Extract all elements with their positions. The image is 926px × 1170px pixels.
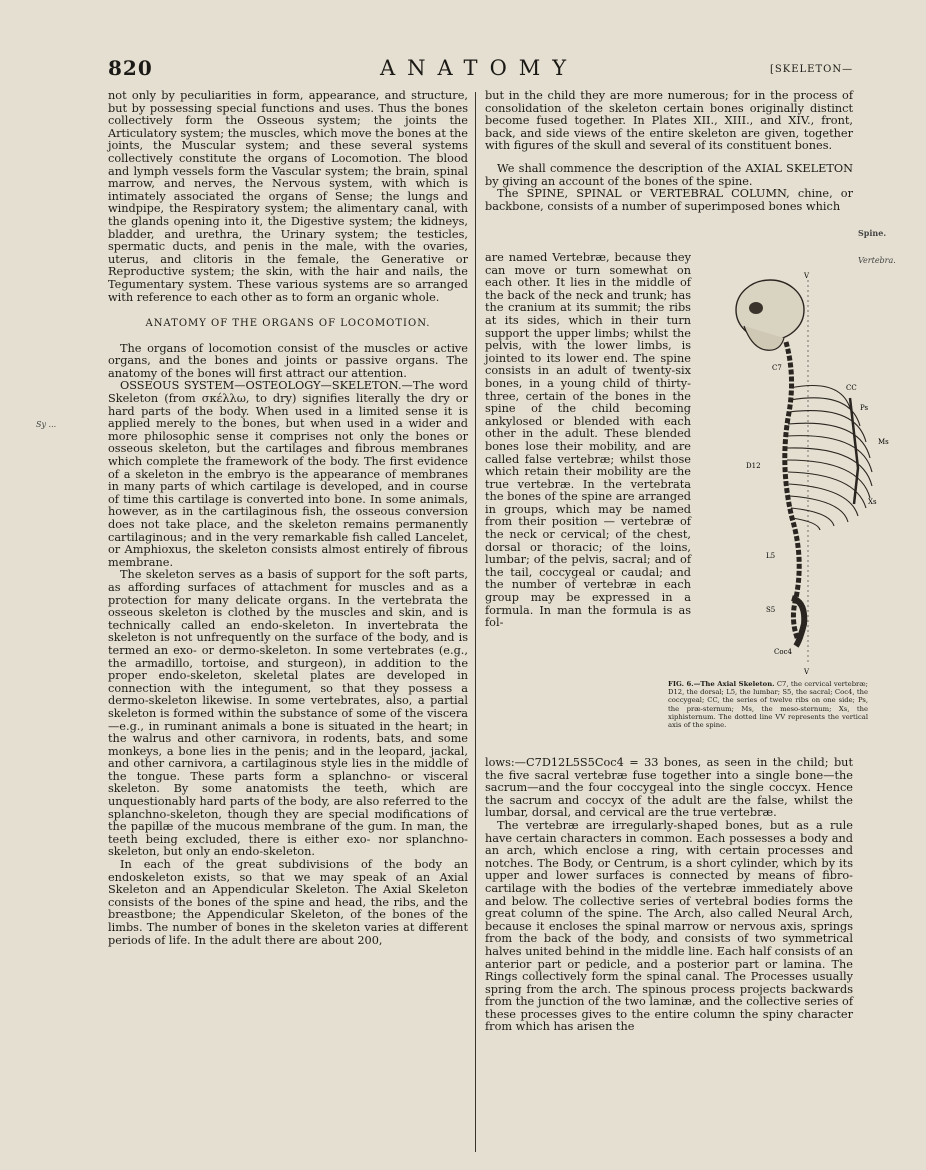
paragraph: The SPINE, SPINAL or VERTEBRAL COLUMN, chine, or backbone, consists of a number of superimposed bones which <box>485 187 853 213</box>
label-l5: L5 <box>766 552 776 560</box>
paragraph: lows:—C7D12L5S5Coc4 = 33 bones, as seen in the child; but the five sacral vertebræ fuse together into a single bone—the sacrum—and the four coccygeal into the single coccyx. Hence the sacrum and coccyx of the adult are the false, whilst the lumbar, dorsal, and cervical are the true vertebræ. <box>485 756 853 820</box>
right-column-bottom <box>485 757 853 1034</box>
label-ms: Ms <box>878 438 889 446</box>
axial-skeleton-figure <box>700 268 900 678</box>
right-column-narrow <box>485 252 691 630</box>
right-column-top <box>485 90 853 213</box>
paragraph: We shall commence the description of the AXIAL SKELETON by giving an account of the bones of the spine. <box>485 161 853 188</box>
section-heading: ANATOMY OF THE ORGANS OF LOCOMOTION. <box>145 318 431 330</box>
running-title: ANATOMY <box>380 56 579 80</box>
paragraph: In each of the great subdivisions of the body an endoskeleton exists, so that we may speak of an Axial Skeleton and an Appendicular Skeleton. The Axial Skeleton consists of the bones of the spine and head, the ribs, and the breastbone; the Appendicular Skeleton, of the bones of the limbs. The number of bones in the skeleton varies at different periods of life. In the adult there are about 200, <box>108 858 468 947</box>
caption-title: FIG. 6.—The Axial Skeleton. <box>668 680 775 688</box>
left-margin-note: Sy ... <box>36 420 57 429</box>
margin-note-vertebrae: Vertebra. <box>858 256 896 265</box>
page-number: 820 <box>108 56 153 80</box>
caption-body: C7, the cervical vertebræ; D12, the dorsal; L5, the lumbar; S5, the sacral; Coc4, the coccygeal; CC, the series of twelve ribs on one side; Ps, the præ-sternum; Ms, the meso-sternum; Xs, the xiphisternum. The dotted line VV represents the vertical axis of the spine. <box>668 680 868 730</box>
label-ps: Ps <box>860 404 869 412</box>
section-tag: [SKELETON— <box>770 64 854 75</box>
paragraph: The vertebræ are irregularly-shaped bones, but as a rule have certain characters in common. Each possesses a body and an arch, which enclose a ring, with certain processes and notches. The Body, or Centrum, is a short cylinder, which by its upper and lower surfaces is connected by means of fibro-cartilage with the bodies of the vertebræ immediately above and below. The collective series of vertebral bodies forms the great column of the spine. The Arch, also called Neural Arch, because it encloses the spinal marrow or nervous axis, springs from the back of the body, and consists of two symmetrical halves united behind in the middle line. Each half consists of an anterior part or pedicle, and a posterior part or lamina. The Rings collectively form the spinal canal. The Processes usually spring from the arch. The spinous process projects backwards from the junction of the two laminæ, and the collective series of these processes gives to the entire column the spiny character from which has arisen the <box>485 818 853 1034</box>
label-c7: C7 <box>772 364 782 372</box>
figure-caption <box>668 680 868 729</box>
label-v-bottom: V <box>804 668 810 676</box>
paragraph: The skeleton serves as a basis of support for the soft parts, as affording surfaces of attachment for muscles and as a protection for many delicate organs. In the vertebrata the osseous skeleton is clothed by the muscles and skin, and is technically called an endo-skeleton. In invertebrata the skeleton is not unfrequently on the surface of the body, and is termed an exo- or dermo-skeleton. In some vertebrates (e.g., the armadillo, tortoise, and sturgeon), in addition to the proper endo-skeleton, skeletal plates are developed in connection with the integument, so that they possess a dermo-skeleton likewise. In some vertebrates, also, a partial skeleton is formed within the substance of some of the viscera—e.g., in ruminant animals a bone is situated in the heart; in the walrus and other carnivora, in rodents, bats, and some monkeys, a bone lies in the penis; and in the leopard, jackal, and other carnivora, a cartilaginous style lies in the middle of the tongue. These parts form a splanchno- or visceral skeleton. By some anatomists the teeth, which are unquestionably hard parts of the body, are also referred to the splanchno-skeleton, though they are special modifications of the papillæ of the mucous membrane of the gum. In man, the teeth being excluded, there is either exo- nor splanchno-skeleton, but only an endo-skeleton. <box>108 568 468 859</box>
skeleton-illustration <box>700 268 900 678</box>
eye-socket-shape <box>749 302 763 314</box>
label-coc4: Coc4 <box>774 648 792 656</box>
left-column <box>108 90 468 947</box>
label-xs: Xs <box>868 498 877 506</box>
paragraph: are named Vertebræ, because they can move or turn somewhat on each other. It lies in the middle of the back of the neck and trunk; has the cranium at its summit; the ribs at its sides, which in their turn support the upper limbs; whilst the pelvis, with the lower limbs, is jointed to its lower end. The spine consists in an adult of twenty-six bones, in a young child of thirty-three, certain of the bones in the spine of the child becoming ankylosed or blended with each other in the adult. These blended bones lose their mobility, and are called false vertebræ; whilst those which retain their mobility are the true vertebræ. In the vertebrata the bones of the spine are arranged in groups, which may be named from their position — vertebræ of the neck or cervical; of the chest, dorsal or thoracic; of the loins, lumbar; of the pelvis, sacral; and of the tail, coccygeal or caudal; and the number of vertebræ in each group may be expressed in a formula. In man the formula is as fol- <box>485 251 691 630</box>
column-rule <box>475 92 476 1152</box>
label-v-top: V <box>804 272 810 280</box>
label-cc: CC <box>846 384 857 392</box>
paragraph: but in the child they are more numerous; for in the process of consolidation of the skeleton certain bones originally distinct become fused together. In Plates XII., XIII., and XIV., front, back, and side views of the entire skeleton are given, together with figures of the skull and several of its constituent bones. <box>485 89 853 153</box>
paragraph: The organs of locomotion consist of the muscles or active organs, and the bones and joints or passive organs. The anatomy of the bones will first attract our attention. <box>108 341 468 380</box>
paragraph: not only by peculiarities in form, appearance, and structure, but by possessing special functions and uses. Thus the bones collectively form the Osseous system; the joints the Articulatory system; the muscles, which move the bones at the joints, the Muscular system; and these several systems collectively constitute the organs of Locomotion. The blood and lymph vessels form the Vascular system; the brain, spinal marrow, and nerves, the Nervous system, with which is intimately associated the organs of Sense; the lungs and windpipe, the Respiratory system; the alimentary canal, with the glands opening into it, the Digestive system; the kidneys, bladder, and urethra, the Urinary system; the testicles, spermatic ducts, and penis in the male, with the ovaries, uterus, and clitoris in the female, the Generative or Reproductive system; the skin, with the hair and nails, the Tegumentary system. These various systems are so arranged with reference to each other as to form an organic whole. <box>108 89 468 304</box>
label-s5: S5 <box>766 606 776 614</box>
margin-note-spine: Spine. <box>858 228 887 238</box>
paragraph: OSSEOUS SYSTEM—OSTEOLOGY—SKELETON.—The word Skeleton (from σκέλλω, to dry) signifies literally the dry or hard parts of the body. When used in a limited sense it is applied merely to the bones, but when used in a wider and more philosophic sense it comprises not only the bones or osseous skeleton, but the cartilages and fibrous membranes which complete the framework of the body. The first evidence of a skeleton in the embryo is the appearance of membranes in many parts of which cartilage is developed, and in course of time this cartilage is converted into bone. In some animals, however, as in the cartilaginous fish, the osseous conversion does not take place, and the skeleton remains permanently cartilaginous; and in the very remarkable fish called Lancelet, or Amphioxus, the skeleton consists almost entirely of fibrous membrane. <box>108 379 468 569</box>
label-d12: D12 <box>746 462 761 470</box>
